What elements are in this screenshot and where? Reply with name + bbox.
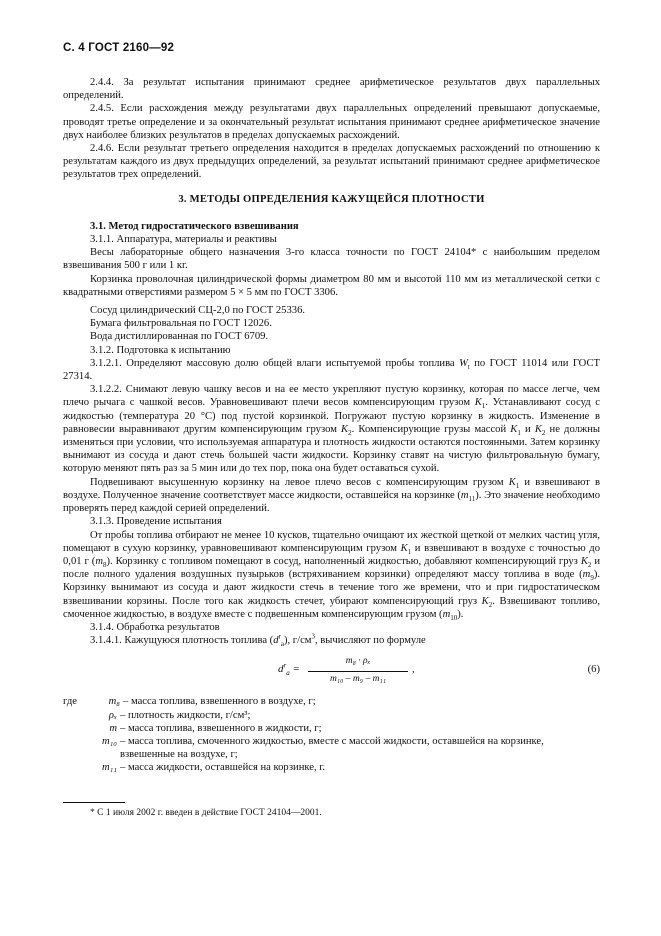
vessel-line: Сосуд цилиндрический СЦ-2,0 по ГОСТ 25336. — [90, 305, 306, 317]
subsection-3-1-title: 3.1. Метод гидростатического взвешивания — [90, 220, 299, 232]
definition-row — [63, 695, 600, 708]
definitions-lead: где — [63, 696, 77, 708]
water-line: Вода дистиллированная по ГОСТ 6709. — [90, 331, 269, 343]
paragraph-2-4-5: 2.4.5. Если расхождения между результатами двух параллельных определений превышают допускаемые, проводят третье определение и за окончательный результат испытания принимают среднее арифметическое значение двух наиболее близких результатов в пределах допускаемых расхождений. — [63, 103, 600, 141]
page-header: С. 4 ГОСТ 2160—92 — [63, 42, 175, 54]
subsection-3-1-3: 3.1.3. Проведение испытания — [90, 516, 222, 528]
fraction-bar — [308, 671, 408, 672]
symbol-definitions — [63, 695, 600, 774]
paragraph-2-4-6: 2.4.6. Если результат третьего определения находится в пределах допускаемых расхождений по отношению к результатам каждого из двух предыдущих определений, за результат испытаний принимают среднее арифметическое результатов трех определений. — [63, 143, 600, 181]
formula-fraction — [308, 655, 408, 685]
scales-paragraph: Весы лабораторные общего назначения 3-го класса точности по ГОСТ 24104* с наибольшим пределом взвешивания 500 г или 1 кг. — [63, 247, 600, 272]
subsection-3-1-4: 3.1.4. Обработка результатов — [90, 621, 220, 633]
paragraph-suspend-basket: Подвешивают высушенную корзинку на левое плечо весов с компенсирующим грузом $K_1$ и взвешивают в воздухе. Полученное значение соответствует массе жидкости, оставшейся на корзинке $(m_{11})$. Это значение необходимо проверять перед каждой серией определений. — [63, 476, 600, 515]
subsection-3-1-2: 3.1.2. Подготовка к испытанию — [90, 344, 231, 356]
footnote: * С 1 июля 2002 г. введен в действие ГОСТ 24104—2001. — [90, 808, 322, 818]
definition-text: – масса топлива, смоченного жидкостью, вместе с массой жидкости, оставшейся на корзинке, взвешенные на воздухе, г; — [120, 735, 544, 761]
definition-symbol: m₈ — [108, 696, 120, 708]
definition-text: – масса топлива, взвешенного в жидкости, г; — [120, 722, 322, 734]
definition-symbol: m₁₀ — [101, 735, 117, 747]
definition-symbol: ρₓ — [108, 709, 117, 721]
footnote-rule — [63, 802, 125, 803]
basket-paragraph: Корзинка проволочная цилиндрической формы диаметром 80 мм и высотой 110 мм из металлической сетки с квадратными отверстиями размером 5 × 5 мм по ГОСТ 3306. — [63, 273, 600, 298]
formula-denominator: m₁₀ – m₉ – m₁₁ — [329, 673, 387, 684]
definition-text: – плотность жидкости, г/см³; — [120, 709, 251, 721]
paper-line: Бумага фильтровальная по ГОСТ 12026. — [90, 318, 272, 330]
formula-lhs: $d^r_a$ = — [278, 661, 300, 678]
formula-number: (6) — [587, 664, 600, 676]
definition-text: – масса жидкости, оставшейся на корзинке, г. — [120, 762, 326, 774]
paragraph-3-1-2-2: 3.1.2.2. Снимают левую чашку весов и на ее место укрепляют пустую корзинку, которая по массе легче, чем плечо рычага с чашкой весов. Уравновешивают плечи весов компенсирующим грузом $K_1$. Устанавливают сосуд с жидкостью (температура 20 °С) под пустой корзинкой. Погружают пустую корзинку в жидкость. Изменение в равновесии выравнивают другим компенсирующим грузом $K_2$. Компенсирующие грузы массой $K_1$ и $K_2$ не должны изменяться при условии, что используемая аппаратура и плотность жидкости остаются постоянными. Затем корзинку вынимают из сосуда и дают стечь большей части жидкости. Корзинку ставят на чистую фильтровальную бумагу, которую меняют пять раз за 5 мин или до тех пор, пока она будет оставаться сухой. — [63, 384, 600, 475]
paragraph-3-1-4-1: 3.1.4.1. Кажущуюся плотность топлива $(d^r_a)$, $г/см^3$, вычисляют по формуле — [90, 632, 426, 649]
paragraph-2-4-4: 2.4.4. За результат испытания принимают среднее арифметическое результатов двух параллельных определений. — [63, 77, 600, 102]
paragraph-test-procedure: От пробы топлива отбирают не менее 10 кусков, тщательно очищают их жесткой щеткой от мелких частиц угля, помещают в сухую корзинку, уравновешивают компенсирующим грузом $K_1$ и взвешивают в воздухе с точностью до 0,01 г $(m_8)$. Корзинку с топливом помещают в сосуд, наполненный жидкостью, добавляют компенсирующий груз $K_2$ и после полного удаления воздушных пузырьков (встряхиванием корзинки) определяют массу топлива в воде $(m_9)$. Корзинку вынимают из сосуда и дают жидкости стечь в течение того же времени, что и при гидростатическом взвешивании корзины. После того как жидкость стечет, убирают компенсирующий груз $K_2$. Взвешивают топливо, смоченное жидкостью, в воздухе вместе с подвешенным компенсирующим грузом $(m_{10})$. — [63, 529, 601, 622]
definition-symbol: m — [109, 722, 117, 734]
definition-row — [63, 761, 600, 774]
section-3-title: 3. МЕТОДЫ ОПРЕДЕЛЕНИЯ КАЖУЩЕЙСЯ ПЛОТНОСТИ — [178, 193, 485, 205]
definition-text: – масса топлива, взвешенного в воздухе, г; — [123, 696, 316, 708]
formula-numerator: m₈ · ρₓ — [345, 656, 371, 667]
definition-row — [63, 722, 600, 735]
density-formula — [63, 654, 600, 692]
subsection-3-1-1: 3.1.1. Аппаратура, материалы и реактивы — [90, 234, 277, 246]
formula-comma: , — [412, 664, 415, 676]
definition-row — [63, 735, 600, 761]
paragraph-3-1-2-1: 3.1.2.1. Определяют массовую долю общей влаги испытуемой пробы топлива $W_t$ по ГОСТ 11014 или ГОСТ 27314. — [63, 357, 600, 383]
document-body — [63, 76, 600, 775]
definition-row — [63, 709, 600, 722]
definition-symbol: m₁₁ — [101, 762, 117, 774]
